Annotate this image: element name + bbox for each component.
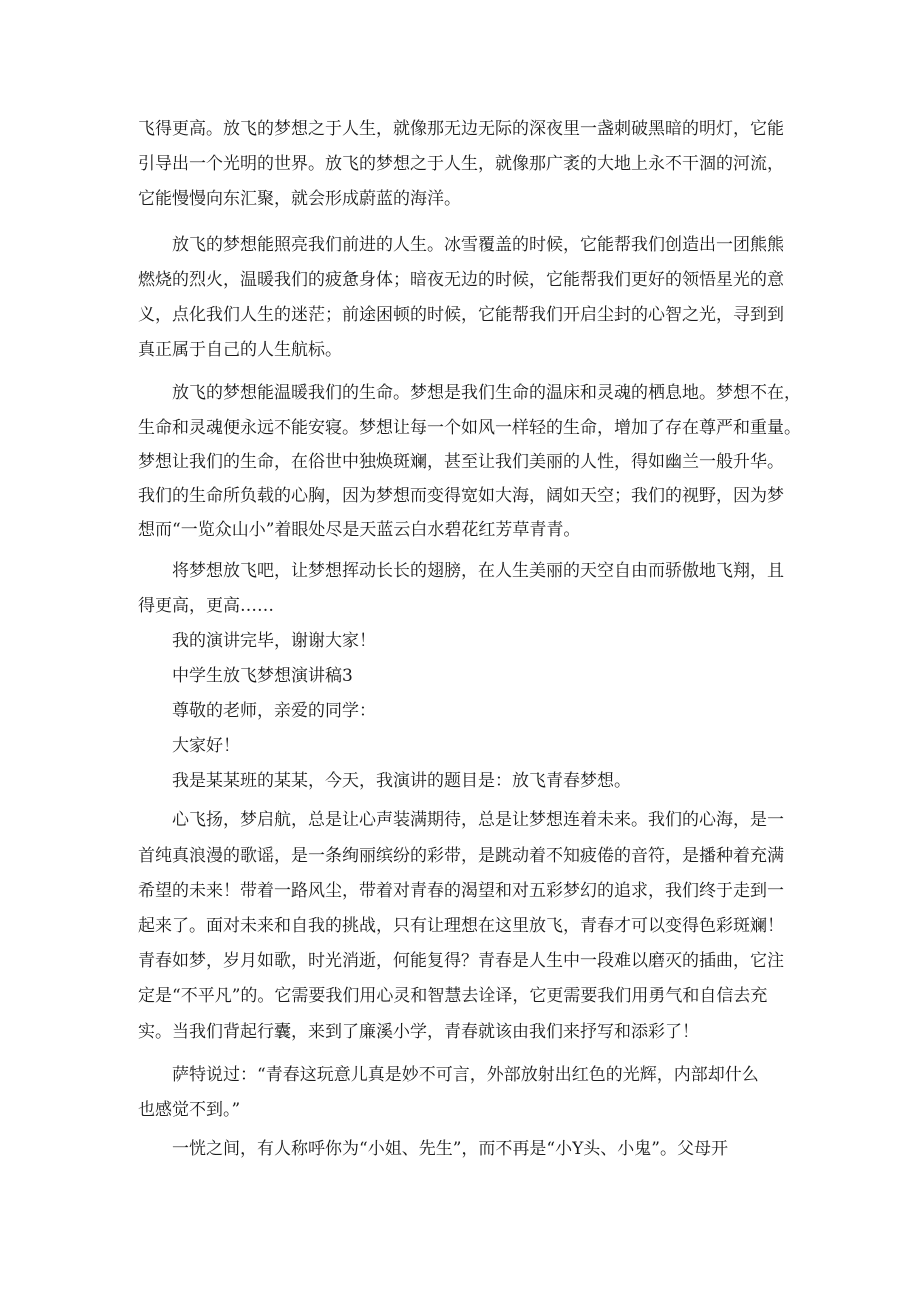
- text-line: 放飞的梦想能照亮我们前进的人生。冰雪覆盖的时候，它能帮我们创造出一团熊熊: [172, 235, 784, 255]
- text-line: 萨特说过：“青春这玩意儿真是妙不可言，外部放射出红色的光辉，内部却什么: [172, 1065, 759, 1085]
- text-line: 起来了。面对未来和自我的挑战，只有让理想在这里放飞，青春才可以变得色彩斑斓！: [138, 916, 784, 936]
- text-line: 梦想让我们的生命，在俗世中独焕斑斓，甚至让我们美丽的人性，得如幽兰一般升华。: [138, 452, 784, 472]
- text-line: 得更高，更高……: [138, 596, 274, 616]
- text-line: 我是某某班的某某，今天，我演讲的题目是：放飞青春梦想。: [172, 771, 631, 791]
- text-line: 尊敬的老师，亲爱的同学：: [172, 701, 376, 721]
- text-line: 心飞扬，梦启航，总是让心声装满期待，总是让梦想连着未来。我们的心海，是一: [172, 810, 784, 830]
- text-line: 想而“一览众山小”着眼处尽是天蓝云白水碧花红芳草青青。: [138, 520, 581, 540]
- text-line: 一恍之间，有人称呼你为“小姐、先生”，而不再是“小Y头、小鬼”。父母开: [172, 1139, 728, 1159]
- text-line: 飞得更高。放飞的梦想之于人生，就像那无边无际的深夜里一盏刺破黑暗的明灯，它能: [138, 119, 784, 139]
- text-line: 真正属于自己的人生航标。: [138, 340, 342, 360]
- text-line: 也感觉不到。”: [138, 1100, 241, 1120]
- text-line: 我们的生命所负载的心胸，因为梦想而变得宽如大海，阔如天空；我们的视野，因为梦: [138, 486, 784, 506]
- text-line: 希望的未来！带着一路风尘，带着对青春的渴望和对五彩梦幻的追求，我们终于走到一: [138, 881, 784, 901]
- section-heading: 中学生放飞梦想演讲稿3: [172, 666, 353, 686]
- text-line: 它能慢慢向东汇聚，就会形成蔚蓝的海洋。: [138, 189, 461, 209]
- text-line: 放飞的梦想能温暖我们的生命。梦想是我们生命的温床和灵魂的栖息地。梦想不在，: [172, 383, 801, 403]
- text-line: 将梦想放飞吧，让梦想挥动长长的翅膀，在人生美丽的天空自由而骄傲地飞翔，且: [172, 561, 784, 581]
- text-line: 义，点化我们人生的迷茫；前途困顿的时候，它能帮我们开启尘封的心智之光，寻到到: [138, 305, 784, 325]
- text-line: 大家好！: [172, 736, 240, 756]
- text-line: 实。当我们背起行囊，来到了廉溪小学，青春就该由我们来抒写和添彩了！: [138, 1022, 699, 1042]
- text-line: 定是“不平凡”的。它需要我们用心灵和智慧去诠译，它更需要我们用勇气和自信去充: [138, 986, 768, 1006]
- text-line: 燃烧的烈火，温暖我们的疲惫身体；暗夜无边的时候，它能帮我们更好的领悟星光的意: [138, 270, 784, 290]
- text-line: 青春如梦，岁月如歌，时光消逝，何能复得？青春是人生中一段难以磨灭的插曲，它注: [138, 951, 784, 971]
- text-line: 首纯真浪漫的歌谣，是一条绚丽缤纷的彩带，是跳动着不知疲倦的音符，是播种着充满: [138, 846, 784, 866]
- text-line: 我的演讲完毕，谢谢大家！: [172, 631, 376, 651]
- text-line: 引导出一个光明的世界。放飞的梦想之于人生，就像那广袤的大地上永不干涸的河流，: [138, 154, 784, 174]
- text-line: 生命和灵魂便永远不能安寝。梦想让每一个如风一样轻的生命，增加了存在尊严和重量。: [138, 418, 801, 438]
